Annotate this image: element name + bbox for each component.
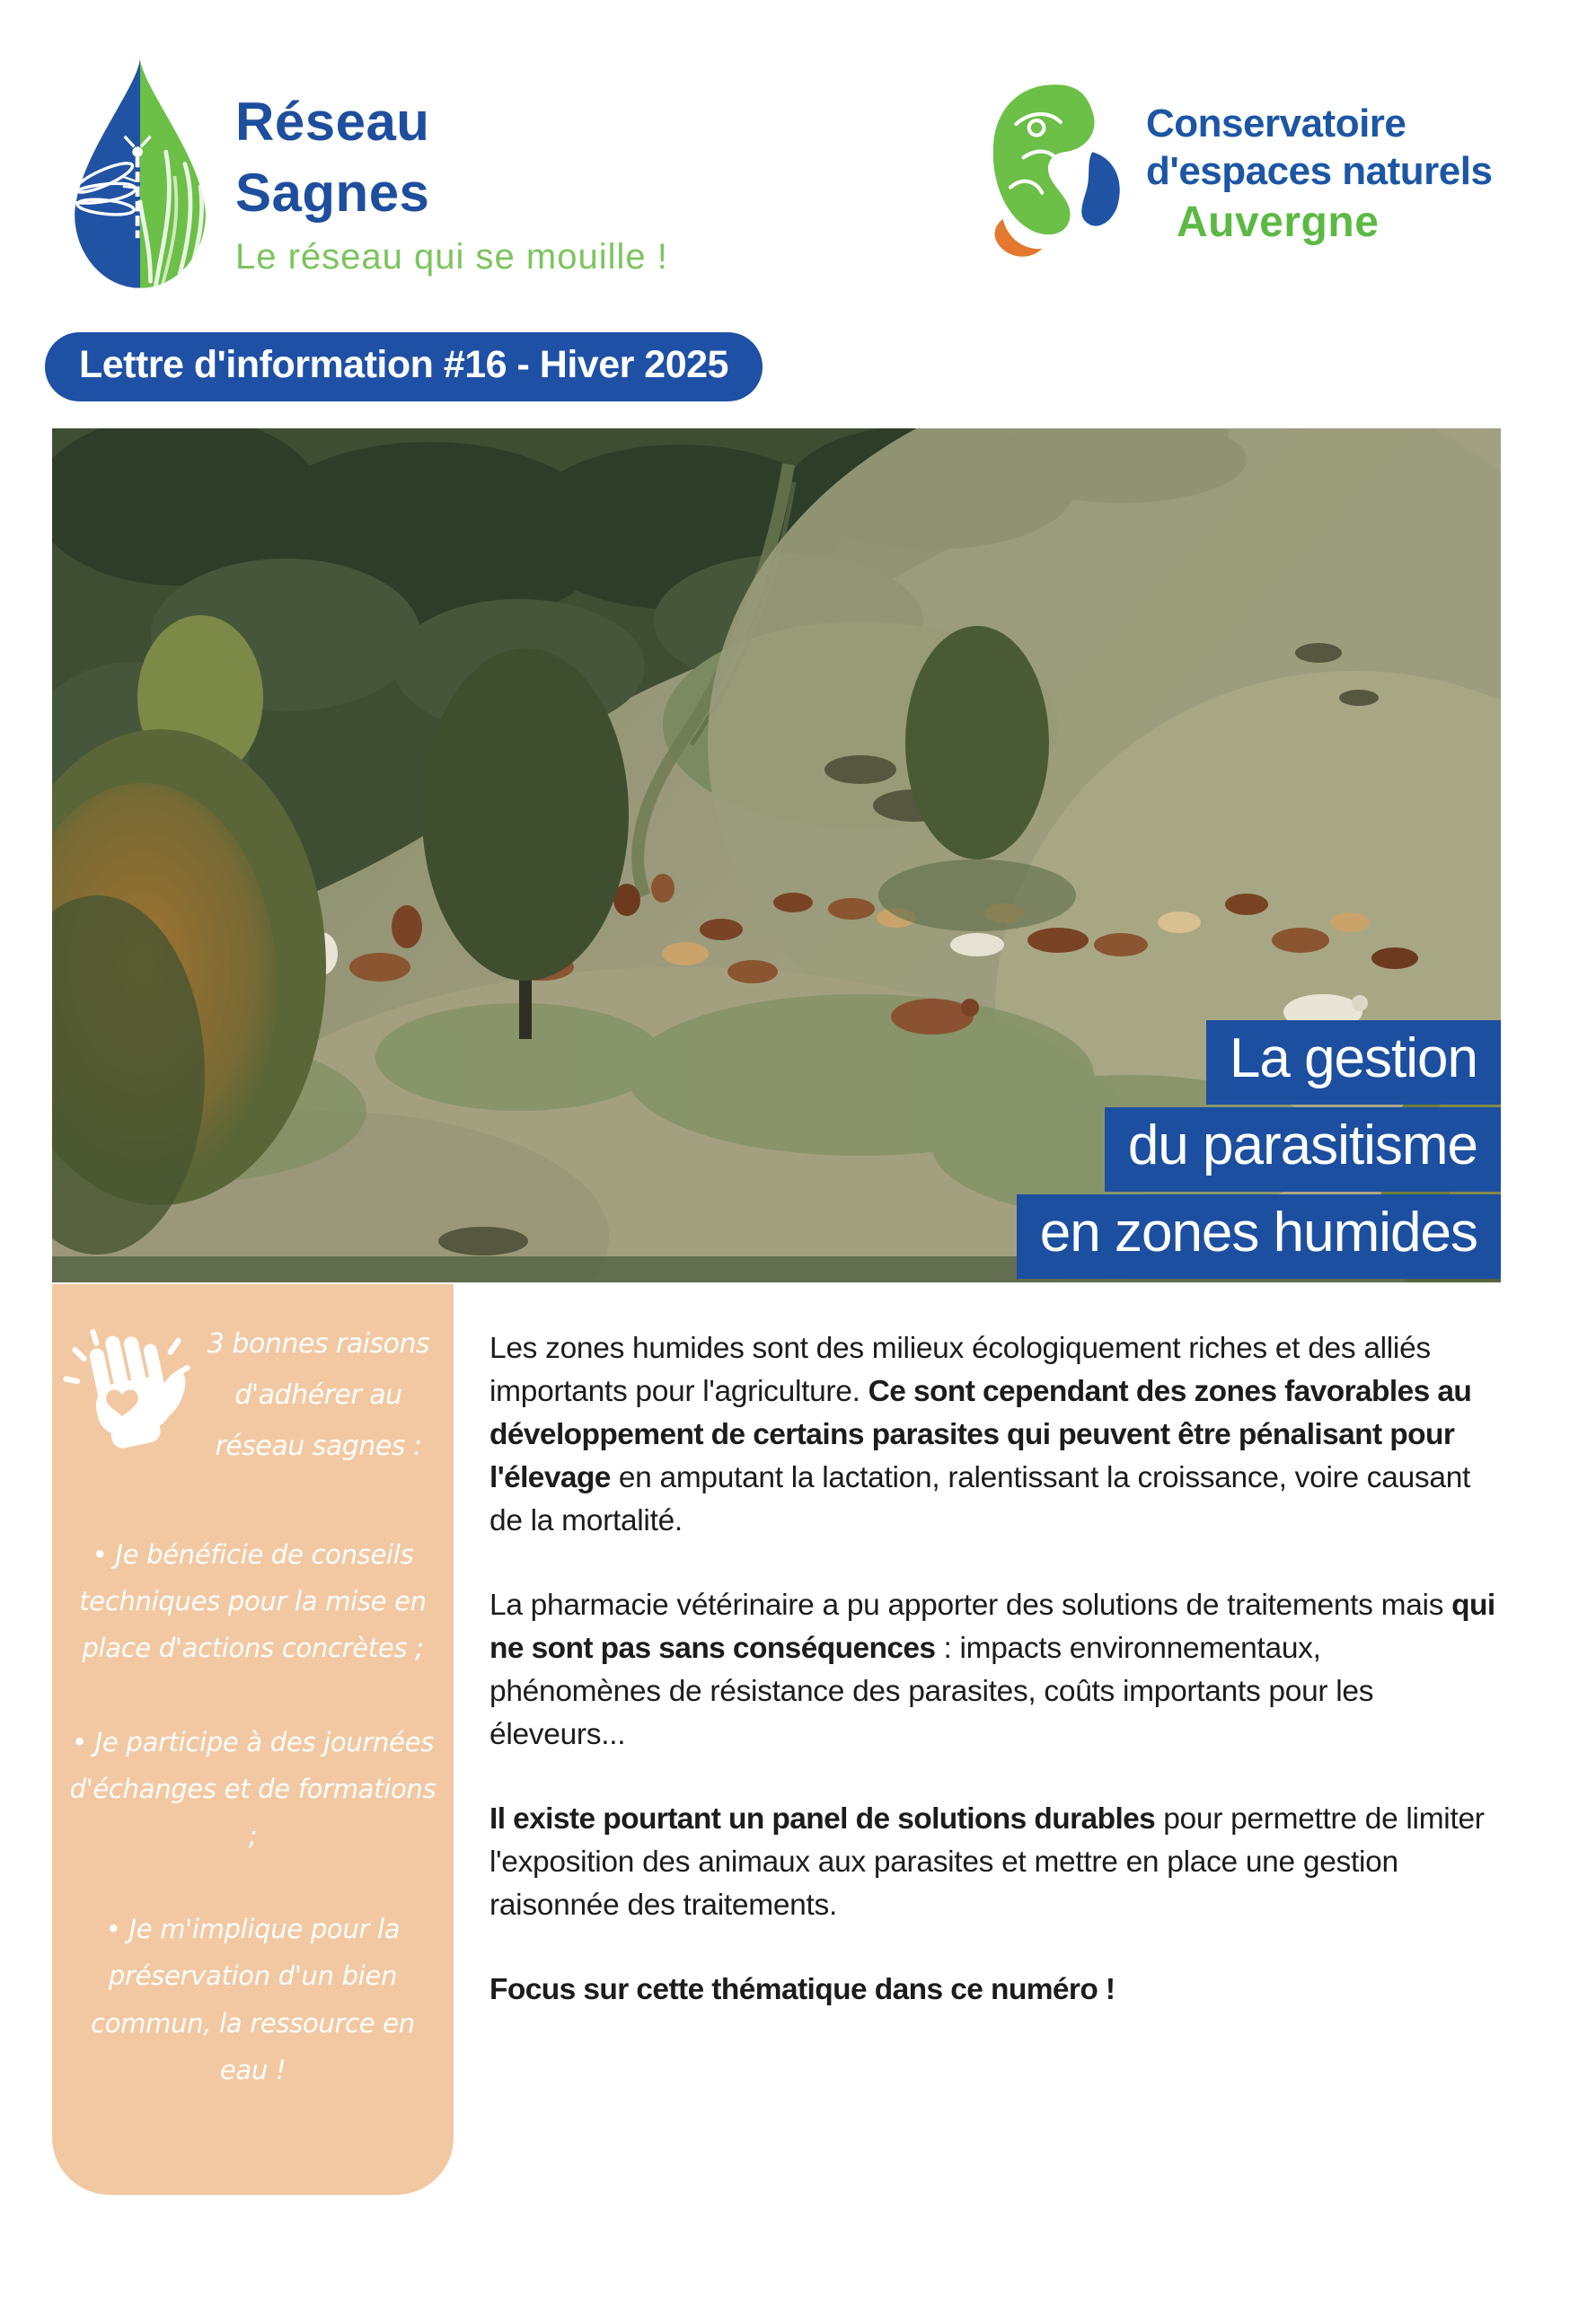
cover-title-line1: La gestion <box>1206 1020 1501 1105</box>
water-drop-logo <box>54 52 226 300</box>
brand-name-line2: Sagnes <box>235 163 430 224</box>
cen-logo-mark <box>983 77 1141 268</box>
sidebar-reason: • Je bénéficie de conseils techniques pour la mise en place d'actions concrètes ; <box>79 1539 427 1664</box>
intro-paragraph: Les zones humides sont des milieux écologiquement riches et des alliés importants pour l'agriculture. Ce sont cependant des zones favorables au développement de certains parasites qui peuvent être pénalisant pour l'élevage en amputant la lactation, ralentissant la croissance, voire causant de la mortalité. <box>489 1332 1472 1537</box>
cover-title <box>1017 1017 1501 1279</box>
intro-paragraph: Il existe pourtant un panel de solutions durables pour permettre de limiter l'exposition des animaux aux parasites et mettre en place une gestion raisonnée des traitements. <box>489 1802 1485 1922</box>
membership-sidebar <box>52 1284 454 2195</box>
brand-name-line1: Réseau <box>235 92 430 152</box>
cen-text <box>1146 101 1492 247</box>
cen-line1: Conservatoire <box>1146 101 1406 145</box>
intro-paragraph: La pharmacie vétérinaire a pu apporter des solutions de traitements mais qui ne sont pas sans conséquences : impacts environnementaux, phénomènes de résistance des parasites, coûts importants pour les éleveurs... <box>489 1589 1495 1751</box>
cen-line2: d'espaces naturels <box>1146 148 1493 193</box>
cover-title-line3: en zones humides <box>1017 1194 1501 1279</box>
hand-heart-icon <box>59 1315 194 1466</box>
cover-title-line2: du parasitisme <box>1105 1107 1501 1192</box>
pasture-photo <box>52 428 1501 1282</box>
sidebar-reason: • Je m'implique pour la préservation d'un bien commun, la ressource en eau ! <box>91 1914 415 2085</box>
intro-text <box>489 1327 1500 2053</box>
sidebar-head <box>52 1284 454 1472</box>
sidebar-reason: • Je participe à des journées d'échanges et de formations ; <box>69 1726 436 1851</box>
focus-paragraph: Focus sur cette thématique dans ce numéro ! <box>489 1973 1115 2006</box>
issue-badge: Lettre d'information #16 - Hiver 2025 <box>45 332 763 401</box>
brand-text <box>235 86 668 277</box>
cen-region: Auvergne <box>1177 198 1380 246</box>
sidebar-heading: 3 bonnes raisons d'adhérer au réseau sagnes : <box>207 1328 430 1462</box>
brand-tagline: Le réseau qui se mouille ! <box>235 237 668 277</box>
